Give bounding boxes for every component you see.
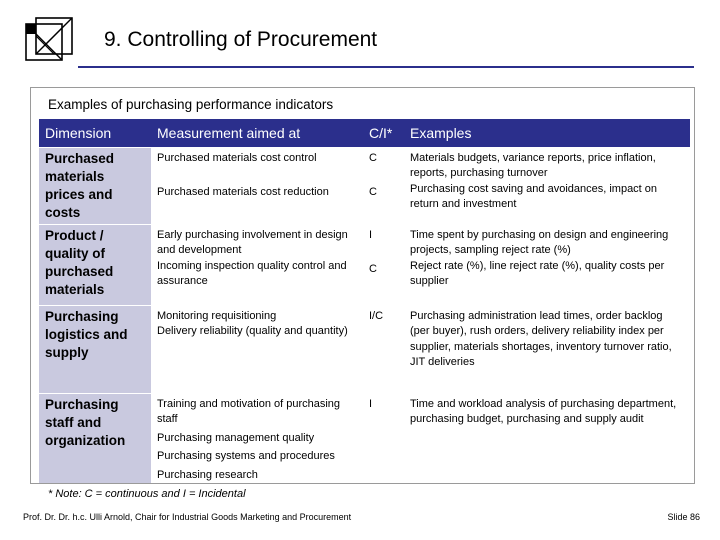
header-ci: C/I* <box>363 119 404 147</box>
table-header-row <box>39 119 690 147</box>
measurement-cell <box>151 393 363 483</box>
ci-code: C <box>369 186 377 198</box>
examples-cell <box>404 305 690 393</box>
ci-code: I/C <box>369 309 384 322</box>
panel-subtitle: Examples of purchasing performance indicators <box>48 97 334 112</box>
examples-cell <box>404 393 690 483</box>
ci-code: C <box>369 151 377 164</box>
dimension-cell: Purchased materials prices and costs <box>39 147 151 224</box>
table-row <box>39 305 690 393</box>
example-item: Purchasing cost saving and avoidances, impact on return and investment <box>410 182 658 210</box>
measure-item: Training and motivation of purchasing staff <box>157 397 341 425</box>
ci-cell <box>363 147 404 224</box>
table-row <box>39 224 690 305</box>
footnote: * Note: C = continuous and I = Incidental <box>48 488 246 500</box>
header-dimension: Dimension <box>39 119 151 147</box>
header-examples: Examples <box>404 119 690 147</box>
measure-item: Purchasing systems and procedures <box>157 450 335 462</box>
header-measurement: Measurement aimed at <box>151 119 363 147</box>
indicators-table <box>39 119 690 483</box>
measurement-cell <box>151 305 363 393</box>
measure-item: Purchasing research <box>157 468 258 481</box>
ci-cell <box>363 305 404 393</box>
slide-number: Slide 86 <box>667 512 700 522</box>
example-item: Reject rate (%), line reject rate (%), quality costs per supplier <box>410 259 665 287</box>
examples-cell <box>404 224 690 305</box>
logo-icon <box>22 14 74 66</box>
measure-item: Incoming inspection quality control and assurance <box>157 259 347 287</box>
ci-code: I <box>369 397 373 410</box>
ci-code: C <box>369 263 377 275</box>
ci-cell <box>363 393 404 483</box>
example-item: Time and workload analysis of purchasing department, purchasing budget, purchasing and supply audit <box>410 397 677 425</box>
table-row <box>39 393 690 483</box>
measure-item: Early purchasing involvement in design and development <box>157 228 348 256</box>
title-underline <box>78 66 694 68</box>
examples-cell <box>404 147 690 224</box>
dimension-cell: Product / quality of purchased materials <box>39 224 151 305</box>
example-item: Time spent by purchasing on design and engineering projects, sampling reject rate (%) <box>410 228 669 256</box>
ci-cell <box>363 224 404 305</box>
footer-credit: Prof. Dr. Dr. h.c. Ulli Arnold, Chair for Industrial Goods Marketing and Procurement <box>23 512 352 522</box>
dimension-cell: Purchasing staff and organization <box>39 393 151 483</box>
measure-item: Purchasing management quality <box>157 431 315 444</box>
measurement-cell <box>151 224 363 305</box>
slide-title: 9. Controlling of Procurement <box>104 28 378 51</box>
measurement-cell <box>151 147 363 224</box>
ci-code: I <box>369 228 373 241</box>
example-item: Materials budgets, variance reports, price inflation, reports, purchasing turnover <box>410 151 656 179</box>
measure-item: Purchased materials cost reduction <box>157 186 329 198</box>
example-item: Purchasing administration lead times, order backlog (per buyer), rush orders, delivery reliability index per supplier, materials shortages, inventory turnover ratio, JIT deliveries <box>410 309 672 368</box>
measure-item: Delivery reliability (quality and quantity) <box>157 325 348 337</box>
measure-item: Monitoring requisitioning <box>157 309 277 322</box>
dimension-cell: Purchasing logistics and supply <box>39 305 151 393</box>
table-row <box>39 147 690 224</box>
measure-item: Purchased materials cost control <box>157 151 317 164</box>
